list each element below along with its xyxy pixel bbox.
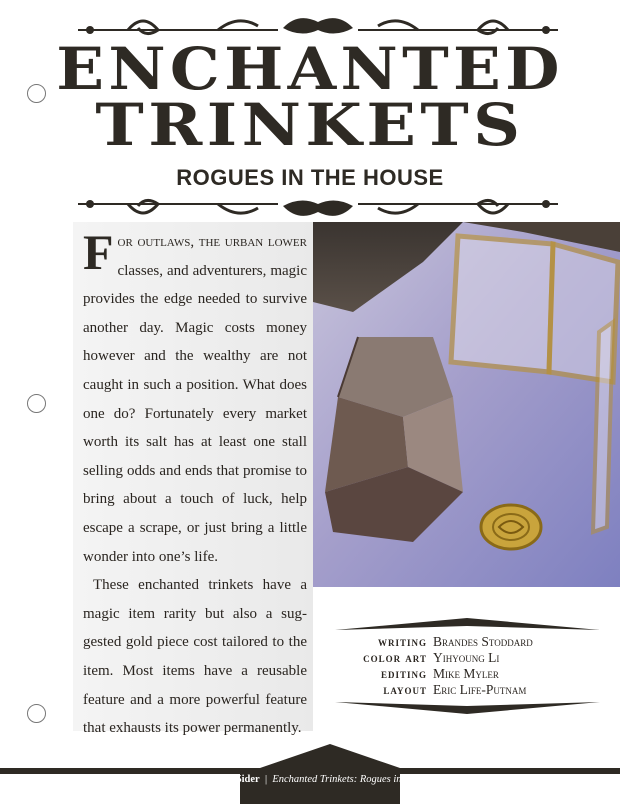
credits-table [335,634,600,698]
credit-row [335,650,600,666]
footer-text [0,774,620,785]
footer-book-title: Enchanted Trinkets: Rogues in the House [272,774,447,785]
credit-role: editing [380,667,427,681]
credits-banner [335,618,600,714]
intro-lead-in: or outlaws, the urban lower [117,234,307,250]
intro-sidebar [73,222,313,737]
bottom-flourish-ornament [68,188,568,224]
credit-name: Eric Life-Putnam [433,682,527,697]
credit-role: color art [363,651,427,665]
credit-role: writing [377,635,427,649]
binder-hole-middle [27,394,46,413]
credit-name: Brandes Stoddard [433,634,533,649]
credit-name: Mike Myler [433,666,499,681]
dropcap-letter: F [83,224,114,280]
credit-row [335,634,600,650]
trinkets-illustration [313,222,620,587]
title-line-1: ENCHANTED [56,35,564,103]
credit-role: layout [383,683,427,697]
title-line-2: TRINKETS [95,91,525,159]
credit-row [335,666,600,682]
intro-paragraph-1-body: classes, and adventurers, magic provides the edge needed to survive another day. Magic costs money however and the wealthy are not caught in such a position. What does one do? Fortunately every market worth its salt has at least one stall selling odds and ends that promise to bring about a touch of luck, help escape a scrape, or just bring a little wonder into one’s life. [83,262,307,565]
intro-paragraph-1 [83,224,307,571]
intro-paragraph-2: These enchanted trinkets have a magic item rarity but also a suggested gold piece cost tailored to the item. Most items have a reusable feature and a more powerful feature that exhausts its power permanently. [83,577,307,737]
credit-row [335,682,600,698]
credit-name: Yihyoung Li [433,650,500,665]
footer-brand: EN World EN5ider [173,774,260,785]
binder-hole-bottom [27,704,46,723]
footer-separator: | [264,774,268,785]
subtitle: ROGUES IN THE HOUSE [176,165,444,190]
